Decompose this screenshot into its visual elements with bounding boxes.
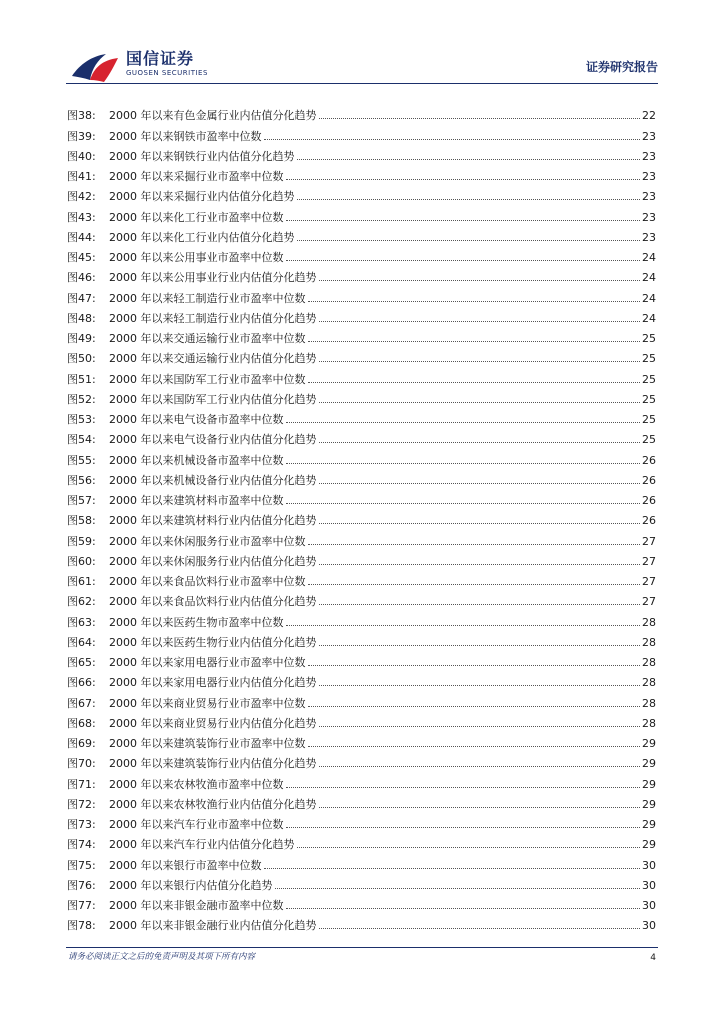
figure-page-number: 23 — [642, 149, 656, 163]
figure-number: 图70: — [67, 757, 96, 771]
figure-title: 2000 年以来电气设备行业内估值分化趋势 — [109, 433, 317, 447]
dot-leader — [264, 867, 641, 869]
figure-page-number: 24 — [642, 291, 656, 305]
figure-number: 图53: — [67, 413, 96, 426]
figure-number: 图48: — [67, 311, 96, 325]
figure-page-number: 26 — [642, 514, 656, 528]
figure-title: 2000 年以来医药生物行业内估值分化趋势 — [109, 635, 317, 649]
figure-title: 2000 年以来非银金融市盈率中位数 — [109, 899, 284, 912]
figure-number: 图50: — [67, 352, 96, 366]
dot-leader — [308, 745, 641, 747]
figure-title: 2000 年以来休闲服务行业内估值分化趋势 — [109, 554, 317, 568]
toc-entry[interactable] — [67, 487, 656, 507]
figure-title: 2000 年以来休闲服务行业市盈率中位数 — [109, 534, 306, 548]
figure-title: 2000 年以来建筑材料市盈率中位数 — [109, 494, 284, 507]
page-header — [0, 0, 724, 84]
figure-page-number: 23 — [642, 230, 656, 244]
dot-leader — [286, 219, 641, 221]
toc-entry[interactable] — [67, 163, 656, 183]
figure-title: 2000 年以来机械设备行业内估值分化趋势 — [109, 473, 317, 487]
dot-leader — [319, 563, 641, 565]
figure-title: 2000 年以来商业贸易行业市盈率中位数 — [109, 696, 306, 710]
figure-number: 图54: — [67, 433, 96, 447]
figure-title: 2000 年以来非银金融行业内估值分化趋势 — [109, 919, 317, 933]
toc-entry[interactable] — [67, 446, 656, 466]
figure-page-number: 25 — [642, 413, 656, 426]
dot-leader — [286, 462, 641, 464]
figure-number: 图40: — [67, 149, 96, 163]
toc-entry[interactable] — [67, 892, 656, 912]
page-number: 4 — [650, 953, 656, 963]
figure-title: 2000 年以来交通运输行业市盈率中位数 — [109, 332, 306, 345]
figure-title: 2000 年以来农林牧渔行业内估值分化趋势 — [109, 797, 317, 811]
figure-number: 图47: — [67, 291, 96, 305]
figure-title: 2000 年以来轻工制造行业市盈率中位数 — [109, 291, 306, 305]
figure-number: 图67: — [67, 696, 96, 710]
figure-number: 图60: — [67, 554, 96, 568]
figure-number: 图73: — [67, 818, 96, 831]
figure-page-number: 28 — [642, 615, 656, 629]
dot-leader — [319, 644, 641, 646]
figure-title: 2000 年以来商业贸易行业内估值分化趋势 — [109, 716, 317, 730]
footer-disclaimer: 请务必阅读正文之后的免责声明及其项下所有内容 — [68, 952, 256, 962]
figure-title: 2000 年以来公用事业行业内估值分化趋势 — [109, 271, 317, 285]
toc-entry[interactable] — [67, 689, 656, 709]
figure-page-number: 25 — [642, 392, 656, 406]
toc-entry[interactable] — [67, 629, 656, 649]
figure-number: 图72: — [67, 797, 96, 811]
toc-entry[interactable] — [67, 183, 656, 203]
toc-entry[interactable] — [67, 406, 656, 426]
toc-entry[interactable] — [67, 730, 656, 750]
figure-title: 2000 年以来农林牧渔市盈率中位数 — [109, 777, 284, 791]
dot-leader — [264, 138, 641, 140]
figure-number: 图52: — [67, 392, 96, 406]
toc-entry[interactable] — [67, 467, 656, 487]
dot-leader — [297, 158, 641, 160]
figure-page-number: 30 — [642, 899, 656, 912]
report-type-label: 证券研究报告 — [585, 60, 658, 74]
dot-leader — [308, 705, 641, 707]
figure-number: 图66: — [67, 676, 96, 690]
dot-leader — [308, 340, 641, 342]
figure-number: 图49: — [67, 332, 96, 345]
dot-leader — [286, 907, 641, 909]
toc-entry[interactable] — [67, 851, 656, 871]
figure-number: 图75: — [67, 858, 96, 872]
toc-entry[interactable] — [67, 345, 656, 365]
dot-leader — [319, 279, 641, 281]
dot-leader — [286, 786, 641, 788]
toc-entry[interactable] — [67, 325, 656, 345]
figure-number: 图61: — [67, 575, 96, 588]
figure-number: 图41: — [67, 170, 96, 183]
dot-leader — [308, 664, 641, 666]
figure-title: 2000 年以来国防军工行业内估值分化趋势 — [109, 392, 317, 406]
footer-divider — [66, 947, 658, 948]
toc-entry[interactable] — [67, 527, 656, 547]
toc-entry[interactable] — [67, 548, 656, 568]
figure-page-number: 30 — [642, 878, 656, 892]
figure-title: 2000 年以来交通运输行业内估值分化趋势 — [109, 352, 317, 366]
toc-entry[interactable] — [67, 568, 656, 588]
figure-title: 2000 年以来国防军工行业市盈率中位数 — [109, 372, 306, 386]
figure-page-number: 23 — [642, 210, 656, 224]
toc-entry[interactable] — [67, 811, 656, 831]
toc-entry[interactable] — [67, 750, 656, 770]
dot-leader — [308, 300, 641, 302]
dot-leader — [275, 887, 641, 889]
guosen-logo-icon — [70, 50, 120, 84]
figure-page-number: 29 — [642, 797, 656, 811]
figure-title: 2000 年以来钢铁市盈率中位数 — [109, 129, 262, 143]
toc-entry[interactable] — [67, 770, 656, 790]
brand-name-en: GUOSEN SECURITIES — [126, 69, 208, 77]
dot-leader — [297, 198, 641, 200]
dot-leader — [319, 401, 641, 403]
dot-leader — [286, 421, 641, 423]
dot-leader — [319, 320, 641, 322]
figure-title: 2000 年以来食品饮料行业市盈率中位数 — [109, 575, 306, 588]
toc-entry[interactable] — [67, 102, 656, 122]
figure-number: 图44: — [67, 230, 96, 244]
figure-page-number: 28 — [642, 656, 656, 669]
dot-leader — [319, 482, 641, 484]
figure-title: 2000 年以来钢铁行业内估值分化趋势 — [109, 149, 295, 163]
toc-entry[interactable] — [67, 507, 656, 527]
toc-entry[interactable] — [67, 305, 656, 325]
figure-page-number: 28 — [642, 635, 656, 649]
figure-title: 2000 年以来建筑材料行业内估值分化趋势 — [109, 514, 317, 528]
figure-page-number: 23 — [642, 190, 656, 204]
dot-leader — [319, 522, 641, 524]
figure-page-number: 22 — [642, 109, 656, 123]
toc-entry[interactable] — [67, 588, 656, 608]
figure-page-number: 23 — [642, 170, 656, 183]
toc-entry[interactable] — [67, 122, 656, 142]
figure-page-number: 28 — [642, 696, 656, 710]
toc-entry[interactable] — [67, 386, 656, 406]
figure-page-number: 26 — [642, 494, 656, 507]
figure-page-number: 25 — [642, 332, 656, 345]
figure-title: 2000 年以来家用电器行业市盈率中位数 — [109, 656, 306, 669]
figure-number: 图65: — [67, 656, 96, 669]
figure-title: 2000 年以来家用电器行业内估值分化趋势 — [109, 676, 317, 690]
figure-number: 图78: — [67, 919, 96, 933]
figure-title: 2000 年以来医药生物市盈率中位数 — [109, 615, 284, 629]
figure-title: 2000 年以来机械设备市盈率中位数 — [109, 453, 284, 467]
figure-page-number: 24 — [642, 311, 656, 325]
toc-entry[interactable] — [67, 872, 656, 892]
figure-number: 图43: — [67, 210, 96, 224]
figure-number: 图59: — [67, 534, 96, 548]
toc-entry[interactable] — [67, 608, 656, 628]
figure-list — [67, 102, 656, 932]
figure-page-number: 24 — [642, 271, 656, 285]
figure-title: 2000 年以来公用事业市盈率中位数 — [109, 251, 284, 264]
figure-number: 图71: — [67, 777, 96, 791]
figure-number: 图69: — [67, 737, 96, 750]
figure-number: 图76: — [67, 878, 96, 892]
dot-leader — [286, 826, 641, 828]
figure-number: 图56: — [67, 473, 96, 487]
toc-entry[interactable] — [67, 669, 656, 689]
figure-page-number: 29 — [642, 777, 656, 791]
dot-leader — [286, 624, 641, 626]
figure-page-number: 29 — [642, 818, 656, 831]
figure-title: 2000 年以来银行市盈率中位数 — [109, 858, 262, 872]
figure-title: 2000 年以来轻工制造行业内估值分化趋势 — [109, 311, 317, 325]
figure-page-number: 27 — [642, 575, 656, 588]
figure-page-number: 26 — [642, 453, 656, 467]
dot-leader — [308, 543, 641, 545]
dot-leader — [286, 259, 641, 261]
toc-entry[interactable] — [67, 264, 656, 284]
toc-entry[interactable] — [67, 284, 656, 304]
toc-entry[interactable] — [67, 365, 656, 385]
figure-page-number: 29 — [642, 838, 656, 852]
toc-entry[interactable] — [67, 710, 656, 730]
figure-number: 图38: — [67, 109, 96, 123]
figure-title: 2000 年以来银行内估值分化趋势 — [109, 878, 273, 892]
figure-title: 2000 年以来汽车行业内估值分化趋势 — [109, 838, 295, 852]
toc-entry[interactable] — [67, 143, 656, 163]
figure-page-number: 29 — [642, 757, 656, 771]
figure-title: 2000 年以来建筑装饰行业内估值分化趋势 — [109, 757, 317, 771]
figure-number: 图64: — [67, 635, 96, 649]
dot-leader — [308, 583, 641, 585]
figure-title: 2000 年以来电气设备市盈率中位数 — [109, 413, 284, 426]
figure-page-number: 25 — [642, 372, 656, 386]
figure-page-number: 26 — [642, 473, 656, 487]
dot-leader — [286, 502, 641, 504]
dot-leader — [297, 846, 641, 848]
figure-title: 2000 年以来建筑装饰行业市盈率中位数 — [109, 737, 306, 750]
brand-name-cn: 国信证券 — [126, 49, 195, 68]
dot-leader — [319, 725, 641, 727]
dot-leader — [319, 927, 641, 929]
figure-number: 图62: — [67, 595, 96, 609]
dot-leader — [319, 360, 641, 362]
figure-page-number: 25 — [642, 433, 656, 447]
toc-entry[interactable] — [67, 791, 656, 811]
figure-number: 图63: — [67, 615, 96, 629]
figure-number: 图57: — [67, 494, 96, 507]
dot-leader — [319, 806, 641, 808]
figure-page-number: 28 — [642, 716, 656, 730]
figure-number: 图39: — [67, 129, 96, 143]
figure-number: 图74: — [67, 838, 96, 852]
figure-page-number: 27 — [642, 595, 656, 609]
figure-number: 图51: — [67, 372, 96, 386]
dot-leader — [286, 178, 641, 180]
toc-entry[interactable] — [67, 426, 656, 446]
figure-page-number: 29 — [642, 737, 656, 750]
dot-leader — [319, 117, 641, 119]
dot-leader — [319, 684, 641, 686]
toc-entry[interactable] — [67, 203, 656, 223]
figure-number: 图42: — [67, 190, 96, 204]
toc-entry[interactable] — [67, 831, 656, 851]
figure-number: 图46: — [67, 271, 96, 285]
toc-entry[interactable] — [67, 912, 656, 932]
figure-page-number: 24 — [642, 251, 656, 264]
figure-title: 2000 年以来汽车行业市盈率中位数 — [109, 818, 284, 831]
dot-leader — [297, 239, 641, 241]
figure-title: 2000 年以来采掘行业内估值分化趋势 — [109, 190, 295, 204]
figure-title: 2000 年以来食品饮料行业内估值分化趋势 — [109, 595, 317, 609]
dot-leader — [319, 765, 641, 767]
dot-leader — [308, 381, 641, 383]
figure-title: 2000 年以来化工行业市盈率中位数 — [109, 210, 284, 224]
toc-entry[interactable] — [67, 244, 656, 264]
figure-number: 图58: — [67, 514, 96, 528]
figure-number: 图45: — [67, 251, 96, 264]
figure-page-number: 25 — [642, 352, 656, 366]
figure-page-number: 27 — [642, 534, 656, 548]
toc-entry[interactable] — [67, 224, 656, 244]
dot-leader — [319, 441, 641, 443]
figure-page-number: 28 — [642, 676, 656, 690]
figure-number: 图77: — [67, 899, 96, 912]
figure-title: 2000 年以来化工行业内估值分化趋势 — [109, 230, 295, 244]
header-divider — [66, 83, 658, 84]
dot-leader — [319, 603, 641, 605]
figure-page-number: 27 — [642, 554, 656, 568]
figure-number: 图68: — [67, 716, 96, 730]
figure-number: 图55: — [67, 453, 96, 467]
figure-title: 2000 年以来有色金属行业内估值分化趋势 — [109, 109, 317, 123]
figure-page-number: 30 — [642, 858, 656, 872]
toc-entry[interactable] — [67, 649, 656, 669]
figure-page-number: 30 — [642, 919, 656, 933]
figure-title: 2000 年以来采掘行业市盈率中位数 — [109, 170, 284, 183]
figure-page-number: 23 — [642, 129, 656, 143]
